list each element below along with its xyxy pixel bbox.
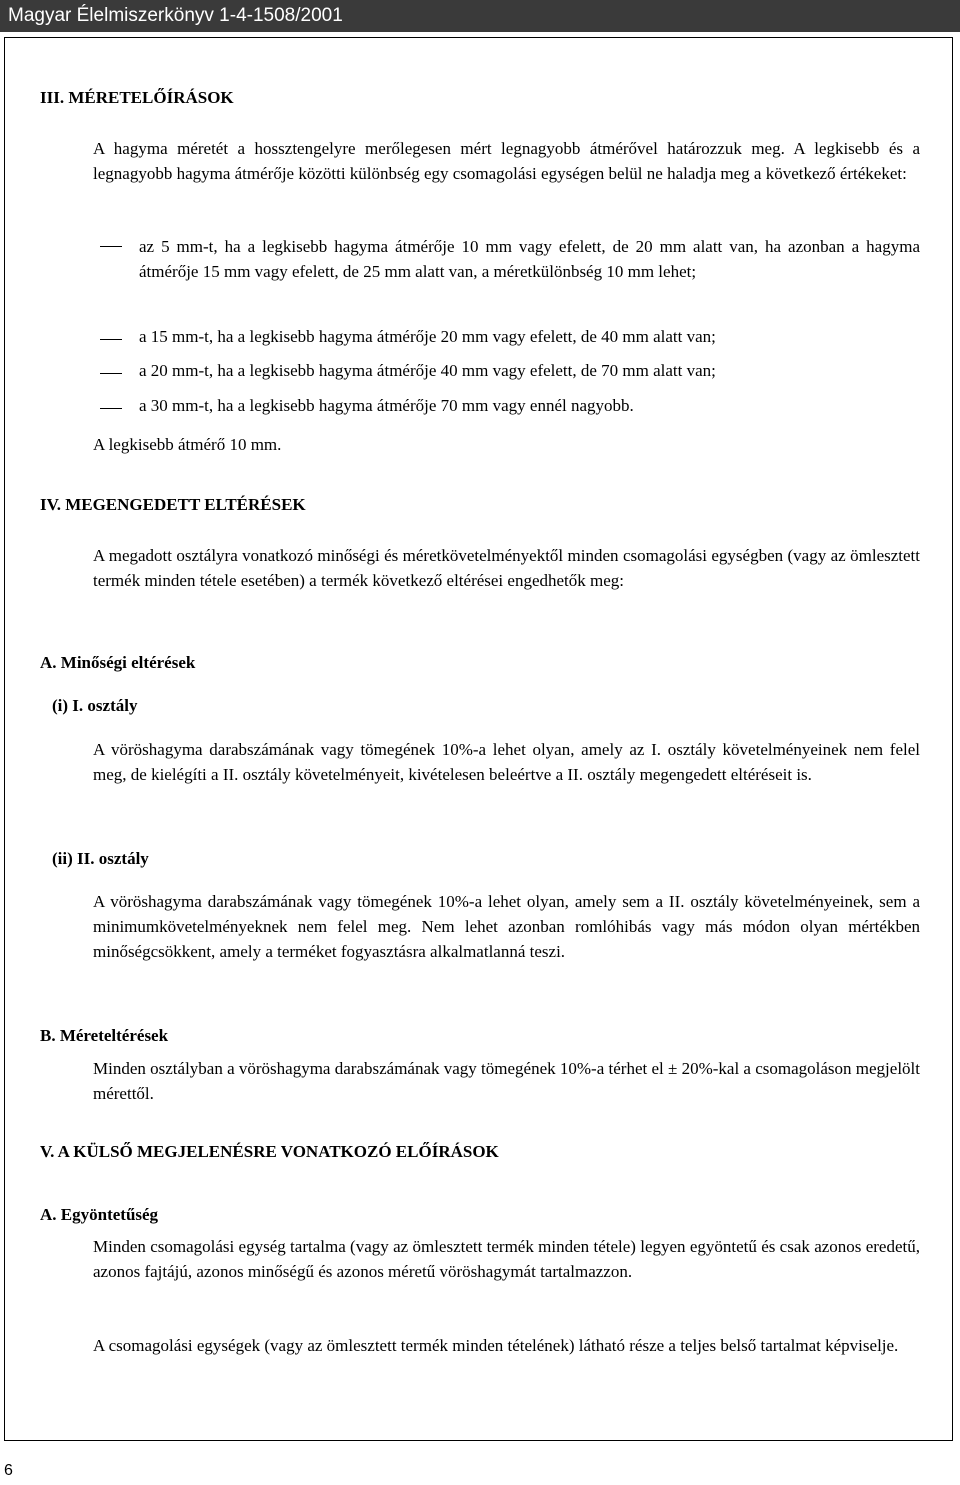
min-diameter-note: A legkisebb átmérő 10 mm. [93, 435, 282, 454]
section-5-title: V. A KÜLSŐ MEGJELENÉSRE VONATKOZÓ ELŐÍRÁSOK [40, 1142, 499, 1161]
dash-bullet [100, 246, 122, 247]
dash-bullet [100, 339, 122, 340]
size-tolerance-text: Minden osztályban a vöröshagyma darabszámának vagy tömegének 10%-a térhet el ± 20%-kal a csomagoláson megjelölt mérettől. [93, 1059, 920, 1103]
class-1-text: A vöröshagyma darabszámának vagy tömegének 10%-a lehet olyan, amely az I. osztály követelményeinek nem felel meg, de kielégíti a II. osztály követelményeit, kivételesen beleértve a II. osztály megengedett eltéréseit is. [93, 740, 920, 784]
class-1-title: (i) I. osztály [52, 696, 138, 715]
section-4-title: IV. MEGENGEDETT ELTÉRÉSEK [40, 495, 306, 514]
uniformity-text-2: A csomagolási egységek (vagy az ömlesztett termék minden tételének) látható része a teljes belső tartalmat képviselje. [93, 1336, 899, 1355]
list-item: a 30 mm-t, ha a legkisebb hagyma átmérője 70 mm vagy ennél nagyobb. [139, 396, 634, 415]
page-number: 6 [4, 1462, 13, 1479]
class-2-title: (ii) II. osztály [52, 849, 149, 868]
class-2-text: A vöröshagyma darabszámának vagy tömegének 10%-a lehet olyan, amely sem a II. osztály követelményeinek, sem a minimumkövetelményeknek nem felel meg. Nem lehet azonban romlóhibás vagy más módon olyan mértékben minőségcsökkent, amely a terméket fogyasztásra alkalmatlanná teszi. [93, 892, 920, 961]
section-4-intro: A megadott osztályra vonatkozó minőségi és méretkövetelményektől minden csomagolási egységben (vagy az ömlesztett termék minden tétele esetében) a termék következő eltérései engedhetők meg: [93, 546, 920, 590]
uniformity-title: A. Egyöntetűség [40, 1205, 159, 1224]
section-3-title: III. MÉRETELŐÍRÁSOK [40, 88, 234, 107]
subsection-a-title: A. Minőségi eltérések [40, 653, 196, 672]
dash-bullet [100, 373, 122, 374]
uniformity-text-1: Minden csomagolási egység tartalma (vagy az ömlesztett termék minden tétele) legyen egyöntetű és csak azonos eredetű, azonos fajtájú, azonos minőségű és azonos méretű vöröshagymát tartalmazzon. [93, 1237, 920, 1281]
list-item: az 5 mm-t, ha a legkisebb hagyma átmérője 10 mm vagy efelett, de 20 mm alatt van, ha azonban a hagyma átmérője 15 mm vagy efelett, de 25 mm alatt van, a méretkülönbség 10 mm lehet; [139, 237, 920, 281]
list-item: a 15 mm-t, ha a legkisebb hagyma átmérője 20 mm vagy efelett, de 40 mm alatt van; [139, 327, 716, 346]
list-item: a 20 mm-t, ha a legkisebb hagyma átmérője 40 mm vagy efelett, de 70 mm alatt van; [139, 361, 716, 380]
dash-bullet [100, 408, 122, 409]
section-3-intro: A hagyma méretét a hossztengelyre merőlegesen mért legnagyobb átmérővel határozzuk meg. A legkisebb és a legnagyobb hagyma átmérője közötti különbség egy csomagolási egységen belül ne haladja meg a következő értékeket: [93, 139, 920, 183]
document-header: Magyar Élelmiszerkönyv 1-4-1508/2001 [0, 0, 960, 32]
subsection-b-title: B. Méreteltérések [40, 1026, 169, 1045]
